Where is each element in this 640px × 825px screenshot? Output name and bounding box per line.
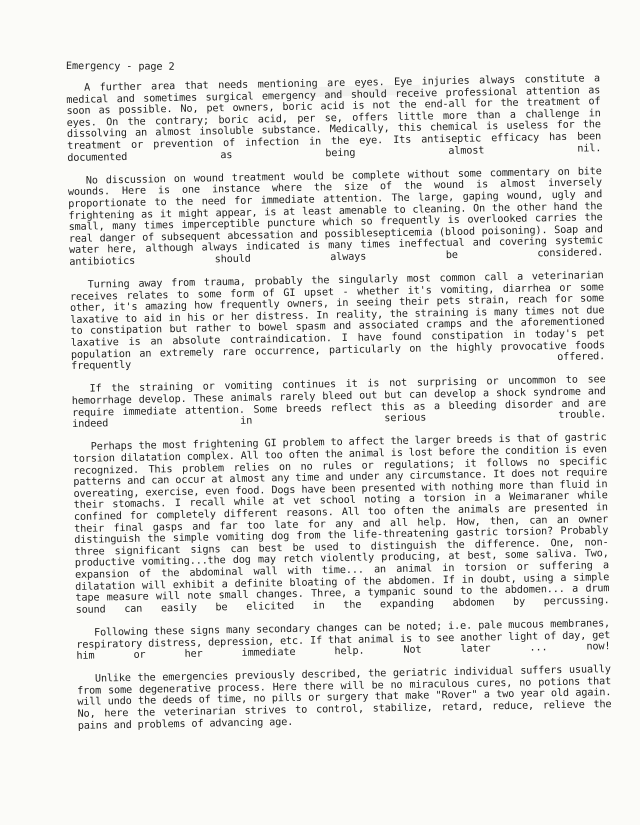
paragraph-geriatric: Unlike the emergencies previously described, the geriatric individual suffers usually from some degenerative process. Here there will be no miraculous cures, no potions that will undo the deeds of time, no pills or surgery that make "Rover" a two year old again. No, here the veterinarian strives to control, stabilize, retard, reduce, relieve the pains and problems of advancing age. [77, 664, 612, 732]
paragraph-hemorrhage: If the straining or vomiting continues it is not surprising or uncommon to see hemorrhage develop. These animals rarely bleed out but can develop a shock syndrome and require immediate attention. Some breeds reflect this as a bleeding disorder and are indeed in serious trouble. [71, 374, 607, 431]
page-header: Emergency - page 2 [65, 60, 175, 73]
document-body [66, 73, 612, 732]
paragraph-eyes: A further area that needs mentioning are eyes. Eye injuries always constitute a medical and sometimes surgical emergency and should receive professional attention as soon as possible. No, pet owners, boric acid is not the end-all for the treatment of eyes. On the contrary; boric acid, per se, offers little more than a challenge in dissolving an almost insoluble substance. Medically, this chemical is useless for the treatment or prevention of infection in the eye. Its antiseptic efficacy has been documented as being almost nil. [66, 73, 602, 164]
paragraph-gastric-torsion: Perhaps the most frightening GI problem to affect the larger breeds is that of gastric torsion dilatation complex. All too often the animal is lost before the condition is even recognized. This problem relies on no rules or regulations; it follows no specific patterns and can occur at almost any time and under any circumstance. It does not require overeating, exercise, even food. Dogs have been presented with nothing more than fluid in their stomachs. I recall while at vet school noting a torsion in a Weimaraner while confined for completely different reasons. All too often the animals are presented in their final gasps and far too late for any and all help. How, then, can an owner distinguish the simple vomiting dog from the life-threatening gastric torsion? Probably three significant signs can best be used to distinguish the difference. One, non-productive vomiting...the dog may retch violently producing, at best, some saliva. Two, expansion of the abdominal wall with time... an animal in torsion or suffering a dilatation will exhibit a definite bloating of the abdomen. If in doubt, using a simple tape measure will note small changes. Three, a tympanic sound to the abdomen... a drum sound can easily be elicited in the expanding abdomen by percussing. [72, 432, 610, 616]
paragraph-bite-wounds: No discussion on wound treatment would be complete without some commentary on bite wounds. Here is one instance where the size of the wound is almost inversely proportionate to the need for immediate attention. The large, gaping wound, ugly and frightening as it might appear, is at least amenable to cleaning. On the other hand the small, many times imperceptible puncture which so frequently is overlooked carries the real danger of subsequent abcessation and possiblesepticemia (blood poisoning). Soap and water here, although always indicated is many times ineffectual and covering systemic antibiotics should always be considered. [67, 165, 604, 268]
paragraph-gi-upset: Turning away from trauma, probably the singularly most common call a veterinarian receives relates to some form of GI upset - whether it's vomiting, diarrhea or some other, it's amazing how frequently owners, in seeing their pets strain, reach for some laxative to aid in his or her distress. In reality, the straining is many times not due to constipation but rather to bowel spasm and associated cramps and the aforementioned laxative is an absolute contraindication. I have found constipation in today's pet population an extremely rare occurrence, particularly on the highly provocative foods frequently offered. [69, 270, 606, 373]
paragraph-secondary-signs: Following these signs many secondary changes can be noted; i.e. pale mucous membranes, respiratory distress, depression, etc. If that animal is to see another light of day, get him or her immediate help. Not later ... now! [76, 618, 611, 662]
